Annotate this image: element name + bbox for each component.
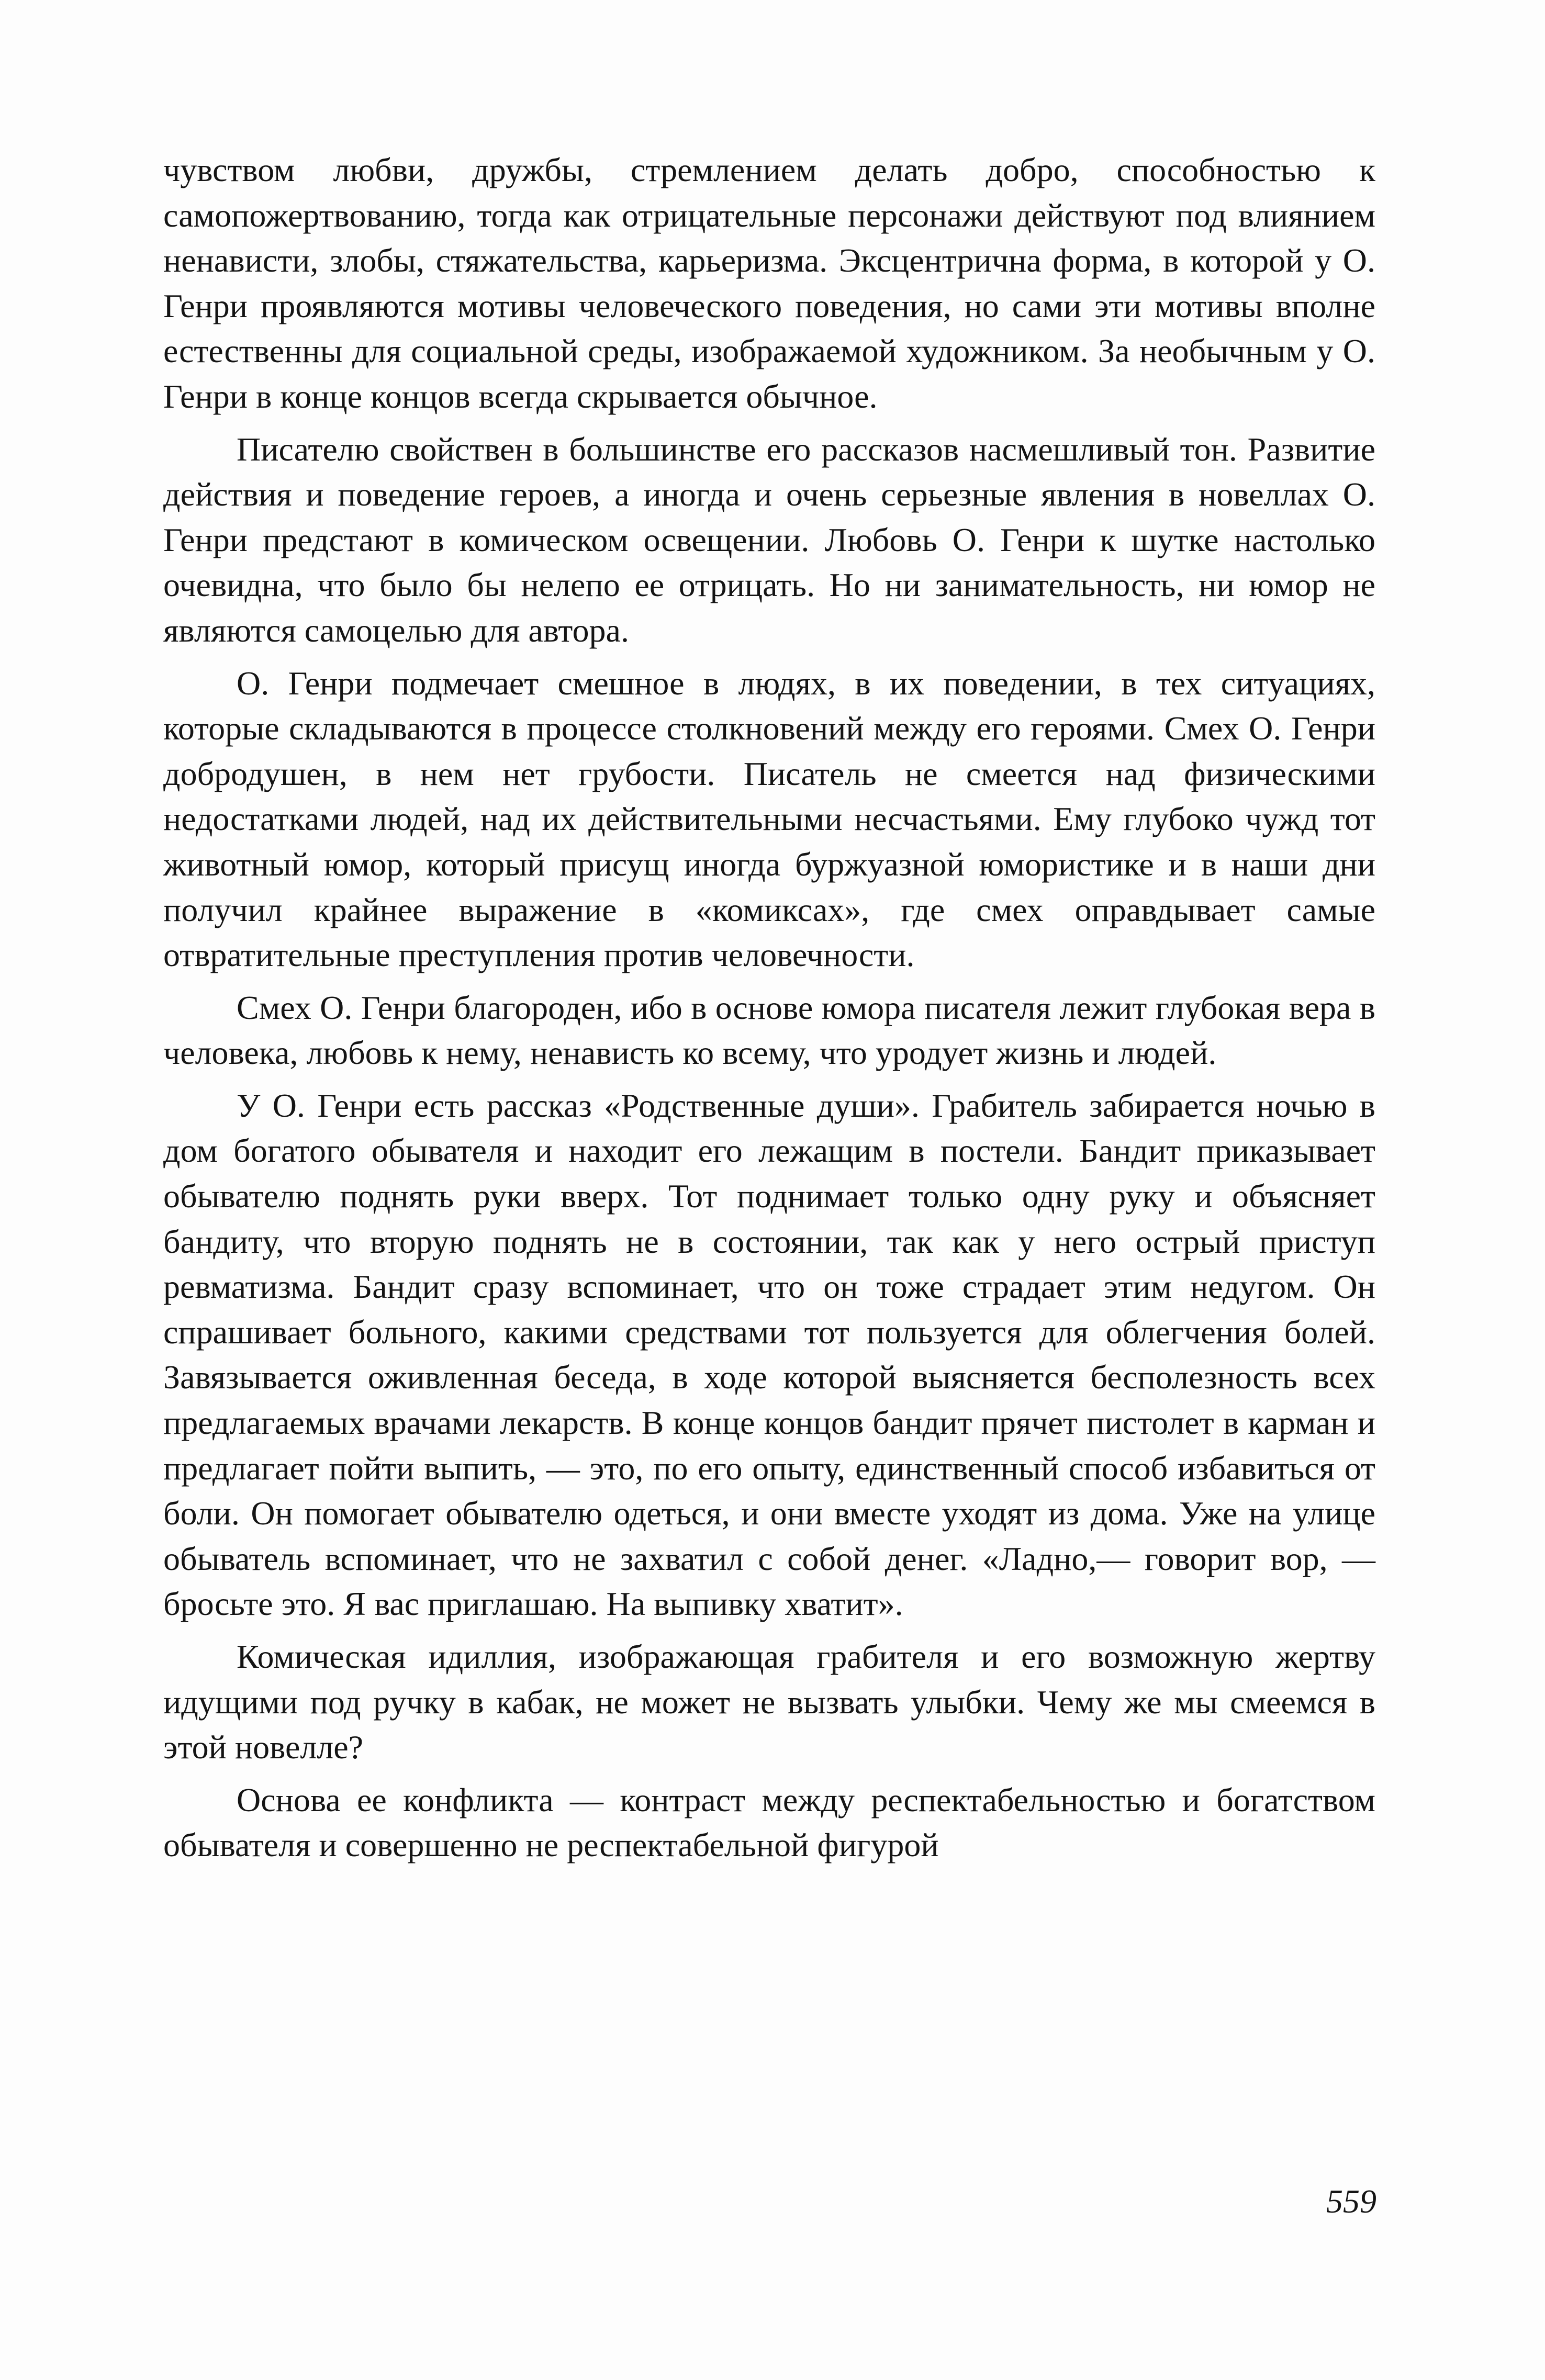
paragraph: О. Генри подмечает смешное в людях, в их поведении, в тех ситуациях, которые складываются в процессе столкновений между его героями. Смех О. Генри добродушен, в нем нет грубости. Писатель не смеется над физическими недостатками людей, над их действительными несчастьями. Ему глубоко чужд тот животный юмор, который присущ иногда буржуазной юмористике и в наши дни получил крайнее выражение в «комиксах», где смех оправдывает самые отвратительные преступления против человечности.: [163, 664, 1375, 974]
paragraph: Писателю свойствен в большинстве его рассказов насмешливый тон. Развитие действия и поведение героев, а иногда и очень серьезные явления в новеллах О. Генри предстают в комическом освещении. Любовь О. Генри к шутке настолько очевидна, что было бы нелепо ее отрицать. Но ни занимательность, ни юмор не являются самоцелью для автора.: [163, 430, 1375, 649]
page-number: 559: [1326, 2183, 1376, 2220]
paragraph: У О. Генри есть рассказ «Родственные души». Грабитель забирается ночью в дом богатого обывателя и находит его лежащим в постели. Бандит приказывает обывателю поднять руки вверх. Тот поднимает только одну руку и объясняет бандиту, что вторую поднять не в состоянии, так как у него острый приступ ревматизма. Бандит сразу вспоминает, что он тоже страдает этим недугом. Он спрашивает больного, какими средствами тот пользуется для облегчения болей. Завязывается оживленная беседа, в ходе которой выясняется бесполезность всех предлагаемых врачами лекарств. В конце концов бандит прячет пистолет в карман и предлагает пойти выпить, — это, по его опыту, единственный способ избавиться от боли. Он помогает обывателю одеться, и они вместе уходят из дома. Уже на улице обыватель вспоминает, что не захватил с собой денег. «Ладно,— говорит вор, — бросьте это. Я вас приглашаю. На выпивку хватит».: [163, 1086, 1375, 1623]
body-text: [163, 148, 1375, 1868]
paragraph: Основа ее конфликта — контраст между респектабельностью и богатством обывателя и совершенно не респектабельной фигурой: [163, 1781, 1375, 1864]
paragraph: чувством любви, дружбы, стремлением делать добро, способностью к самопожертвованию, тогда как отрицательные персонажи действуют под влиянием ненависти, злобы, стяжательства, карьеризма. Эксцентрична форма, в которой у О. Генри проявляются мотивы человеческого поведения, но сами эти мотивы вполне естественны для социальной среды, изображаемой художником. За необычным у О. Генри в конце концов всегда скрывается обычное.: [163, 151, 1375, 415]
paragraph: Комическая идиллия, изображающая грабителя и его возможную жертву идущими под ручку в кабак, не может не вызвать улыбки. Чему же мы смеемся в этой новелле?: [163, 1638, 1375, 1766]
paragraph: Смех О. Генри благороден, ибо в основе юмора писателя лежит глубокая вера в человека, любовь к нему, ненависть ко всему, что уродует жизнь и людей.: [163, 989, 1375, 1072]
